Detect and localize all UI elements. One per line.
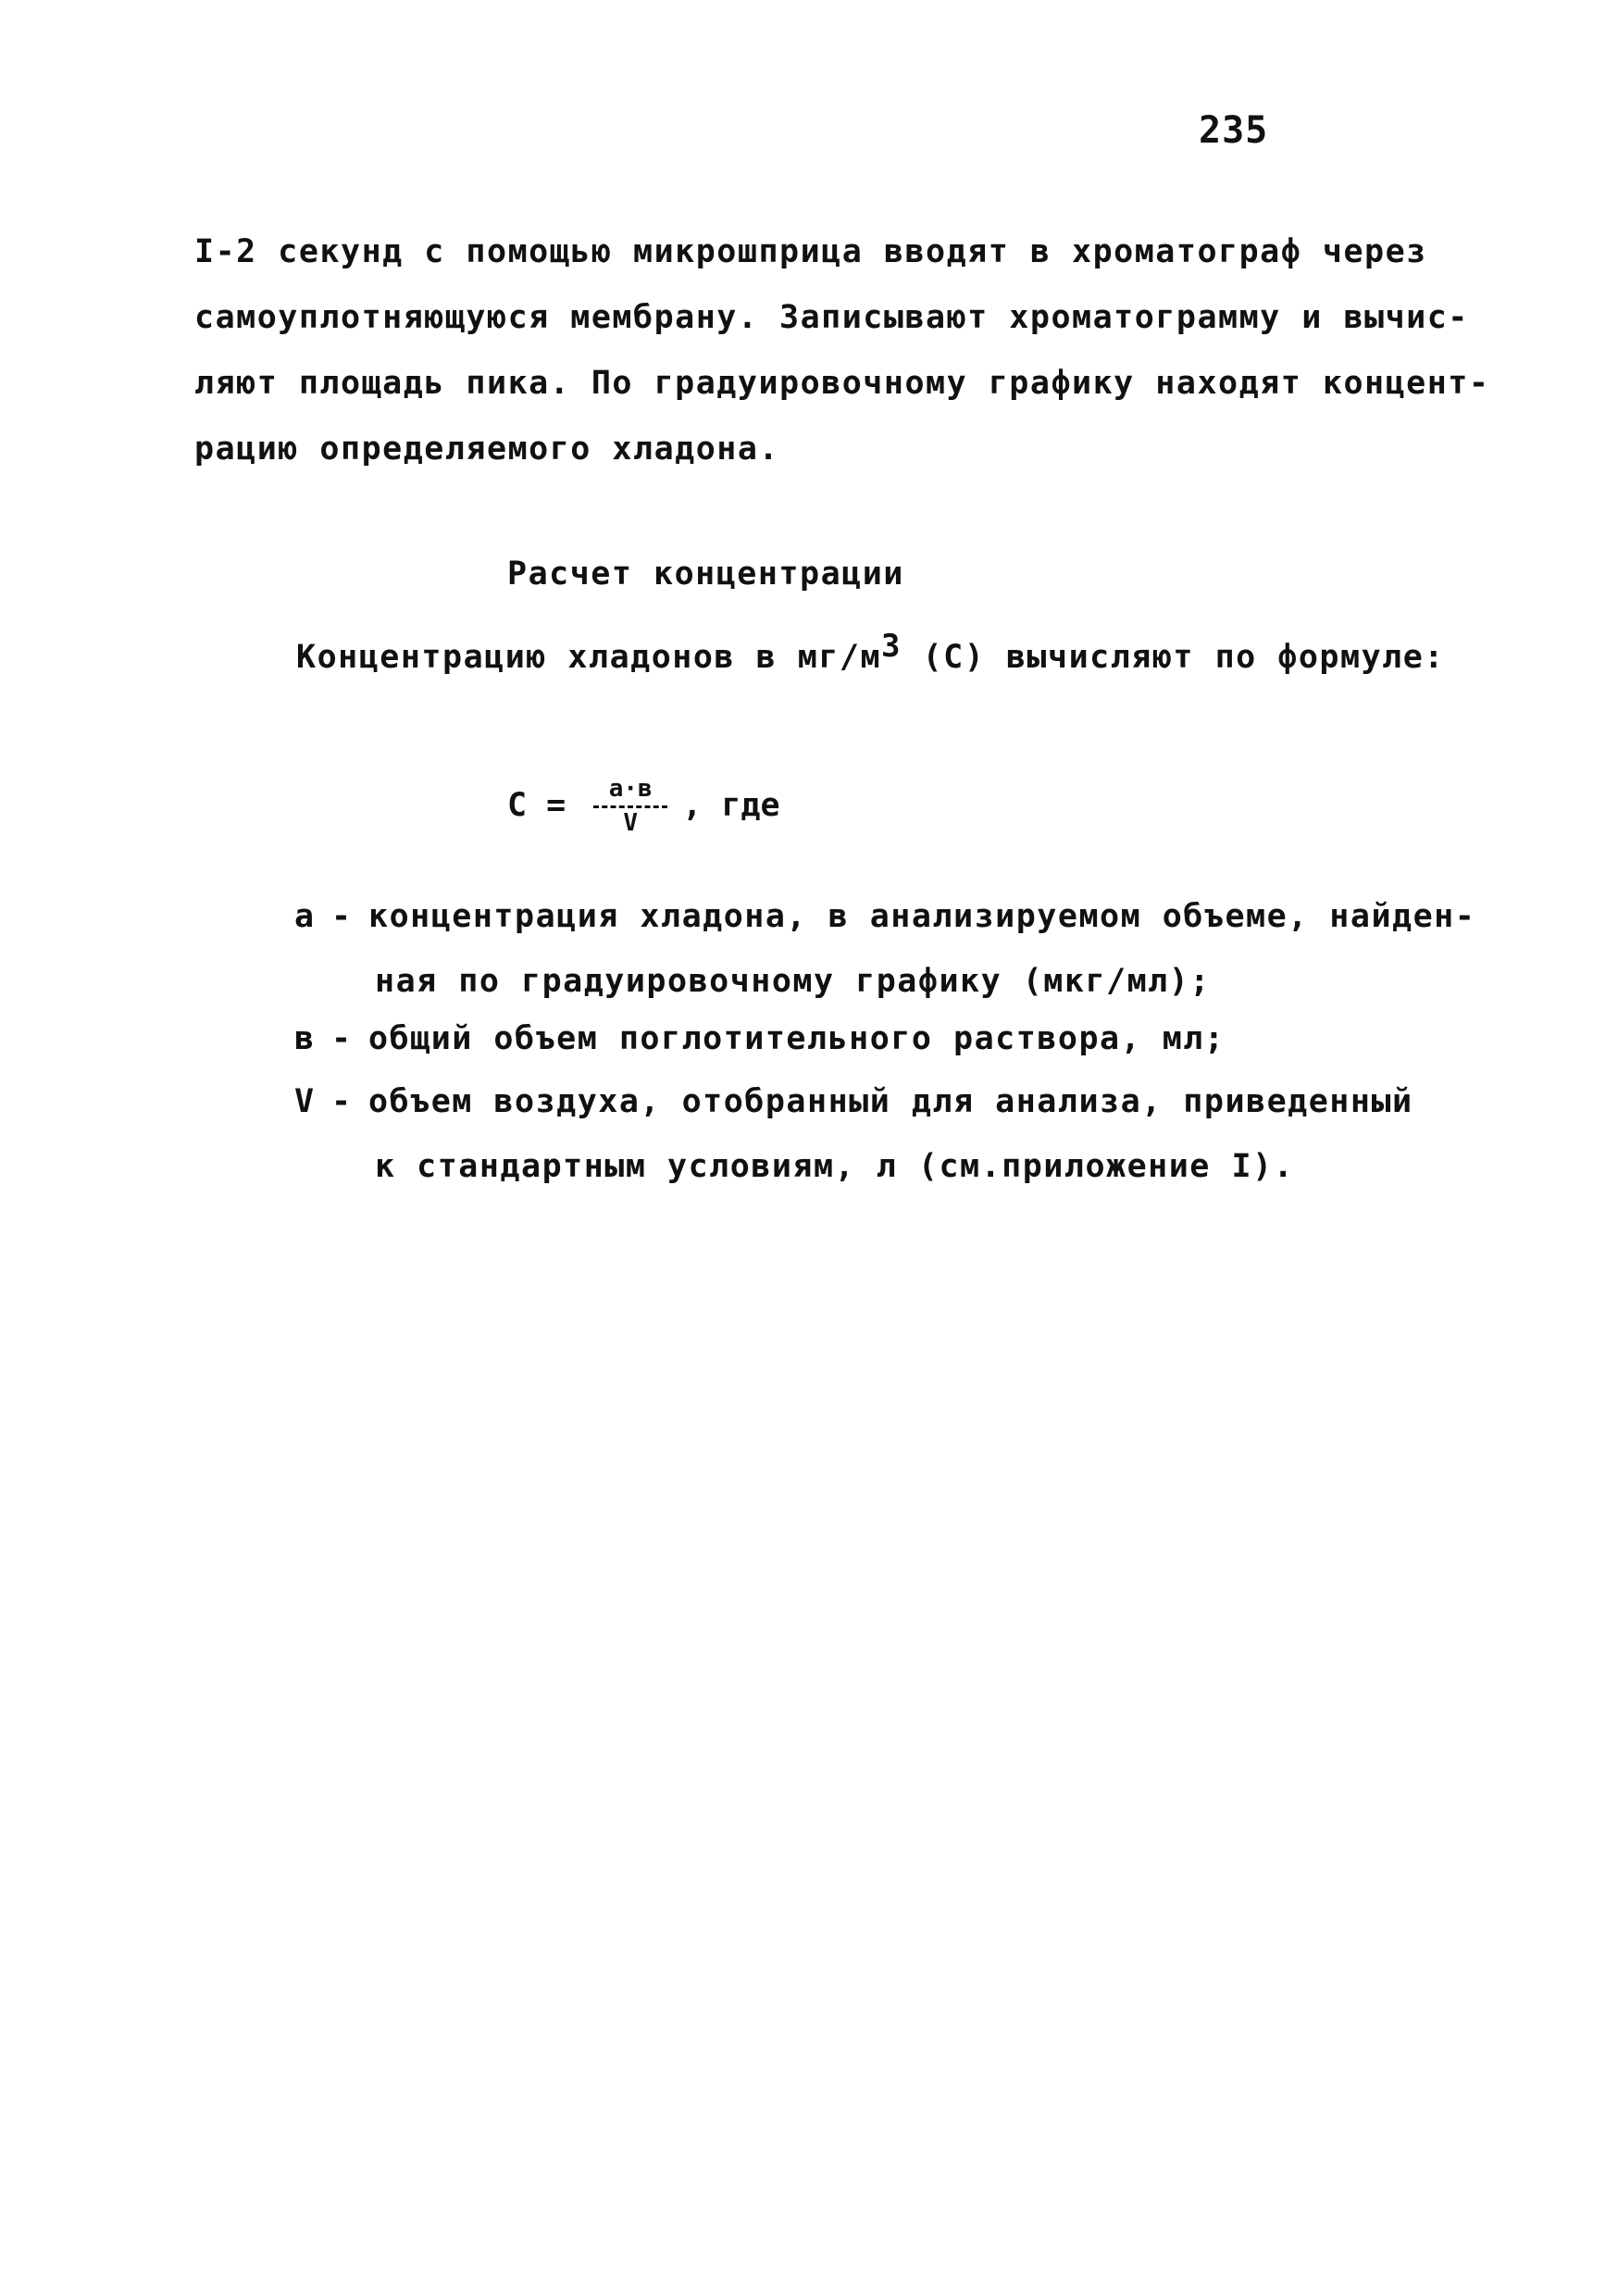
paragraph-line-2: самоуплотняющуюся мембрану. Записывают хроматограмму и вычис- bbox=[194, 299, 1469, 336]
page-number: 235 bbox=[1199, 109, 1269, 152]
definition-a bbox=[294, 898, 1475, 935]
formula-intro-tail: (С) вычисляют по формуле: bbox=[902, 639, 1445, 676]
definition-v-continuation: к стандартным условиям, л (см.приложение I). bbox=[375, 1148, 1295, 1185]
definition-dash: - bbox=[331, 1083, 353, 1120]
formula-intro bbox=[296, 628, 1445, 676]
definition-a-continuation: ная по градуировочному графику (мкг/мл); bbox=[375, 963, 1211, 1000]
definition-text: общий объем поглотительного раствора, мл; bbox=[368, 1020, 1226, 1057]
formula-intro-superscript: 3 bbox=[881, 628, 902, 665]
formula-lhs: С = bbox=[507, 787, 566, 824]
definition-symbol: V bbox=[294, 1083, 316, 1120]
formula-intro-text: Концентрацию хладонов в мг/м bbox=[296, 639, 882, 676]
paragraph-line-1: I-2 секунд с помощью микрошприца вводят в хроматограф через bbox=[194, 233, 1427, 270]
definition-symbol: а bbox=[294, 898, 316, 935]
definition-symbol: в bbox=[294, 1020, 316, 1057]
definition-text: объем воздуха, отобранный для анализа, приведенный bbox=[368, 1083, 1413, 1120]
formula-denominator: V bbox=[623, 808, 639, 837]
formula-suffix: , где bbox=[682, 787, 780, 824]
fraction-bar bbox=[593, 805, 667, 808]
definition-dash: - bbox=[331, 1020, 353, 1057]
formula-fraction bbox=[593, 776, 667, 836]
definition-v bbox=[294, 1083, 1413, 1120]
section-title: Расчет концентрации bbox=[507, 555, 904, 593]
definition-text: концентрация хладона, в анализируемом объеме, найден- bbox=[368, 898, 1476, 935]
definition-b bbox=[294, 1020, 1225, 1057]
definition-dash: - bbox=[331, 898, 353, 935]
formula-numerator: а·в bbox=[608, 774, 653, 803]
paragraph-line-3: ляют площадь пика. По градуировочному графику находят концент- bbox=[194, 365, 1490, 402]
formula bbox=[507, 755, 780, 856]
paragraph-line-4: рацию определяемого хладона. bbox=[194, 430, 780, 468]
